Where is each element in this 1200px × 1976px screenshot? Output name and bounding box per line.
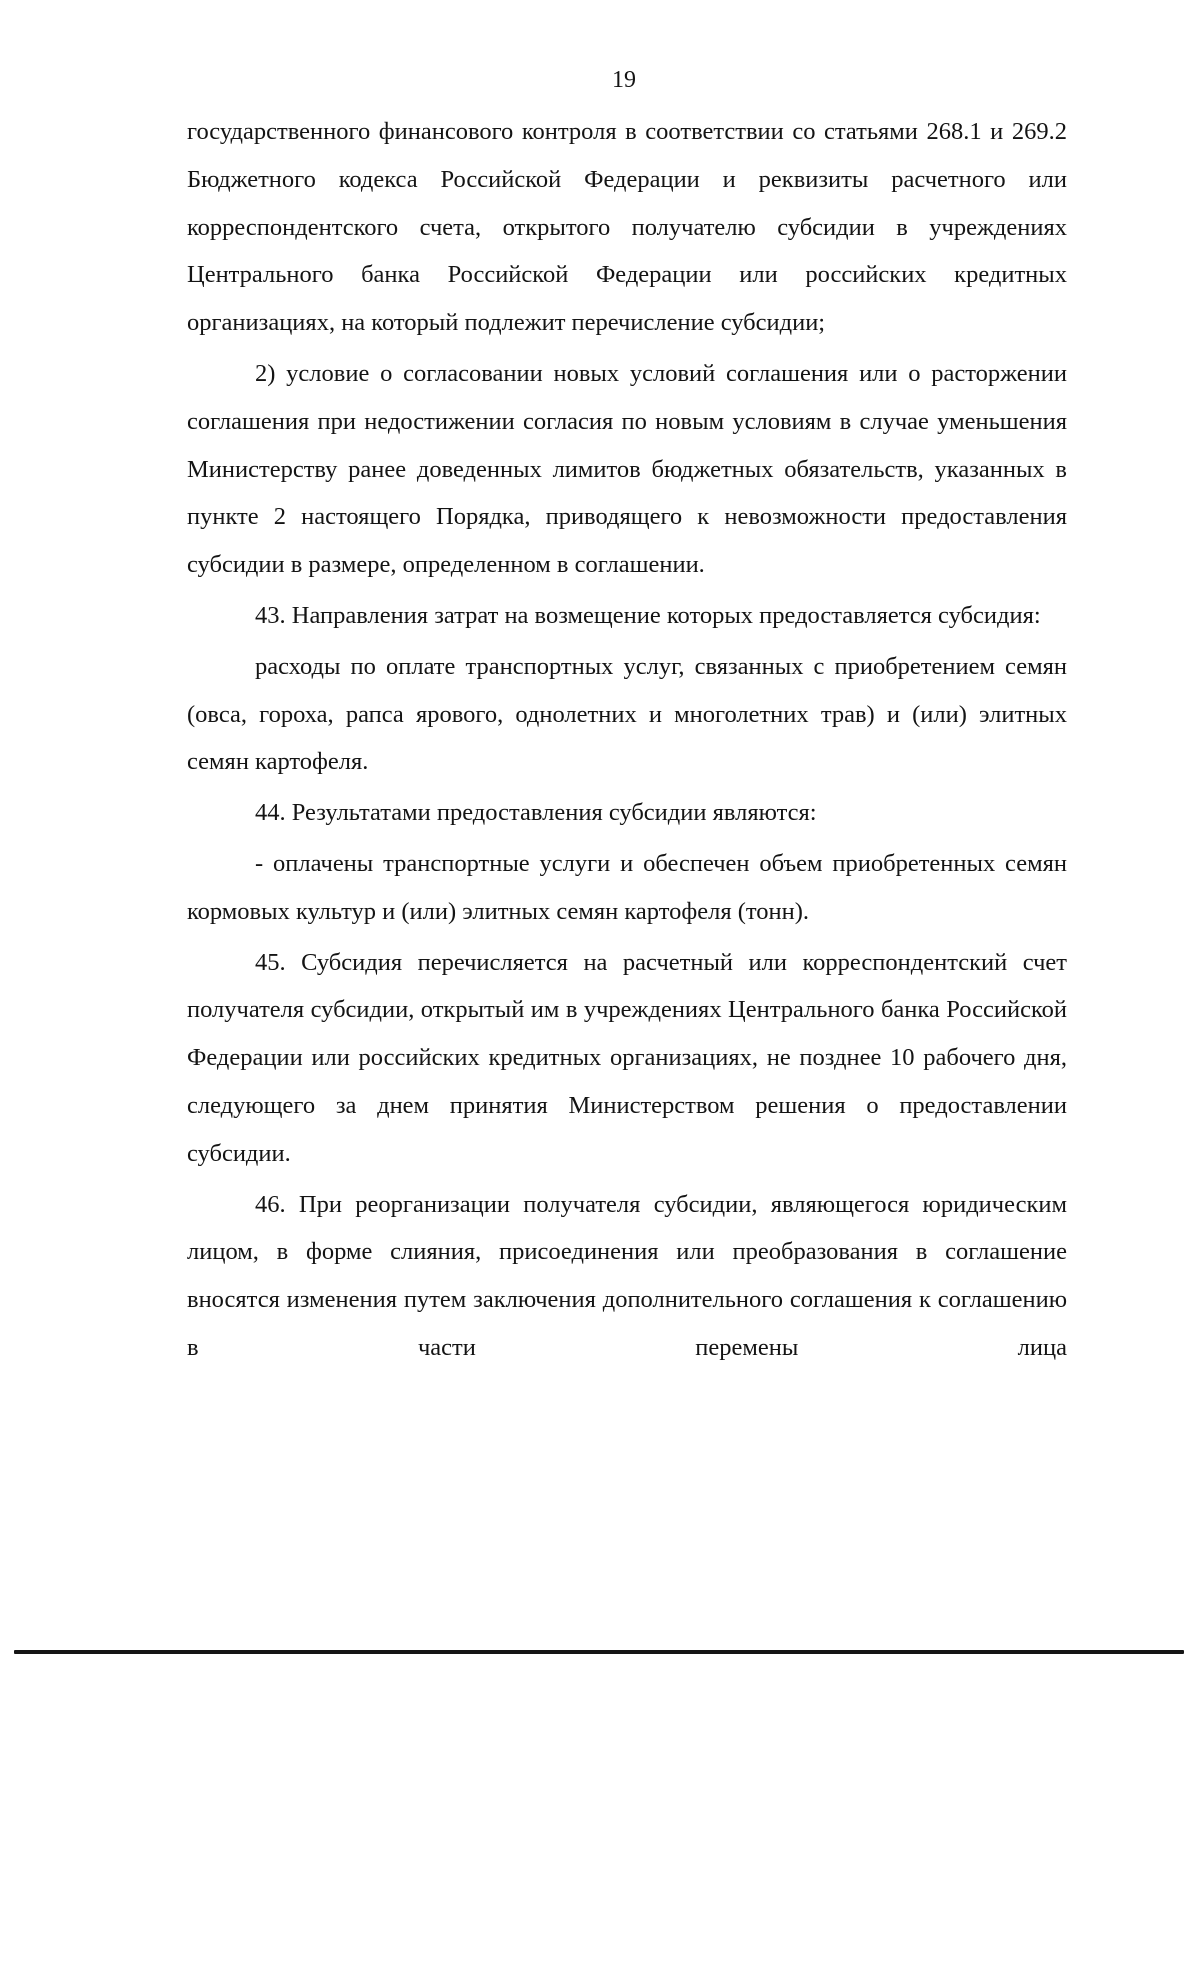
paragraph-results-item: - оплачены транспортные услуги и обеспечен объем приобретенных семян кормовых культур и (или) элитных семян картофеля (тонн).	[187, 849, 1067, 925]
paragraph-transport-expenses: расходы по оплате транспортных услуг, связанных с приобретением семян (овса, гороха, рапса ярового, однолетних и многолетних трав) и (или) элитных семян картофеля.	[187, 652, 1067, 776]
paragraph-43-expense-directions: 43. Направления затрат на возмещение которых предоставляется субсидия:	[255, 601, 1041, 629]
paragraph-45-transfer: 45. Субсидия перечисляется на расчетный или корреспондентский счет получателя субсидии, открытый им в учреждениях Центрального банка Российской Федерации или российских кредитных организациях, не позднее 10 рабочего дня, следующего за днем принятия Министерством решения о предоставлении субсидии.	[187, 948, 1067, 1167]
paragraph-agreement-condition: 2) условие о согласовании новых условий соглашения или о расторжении соглашения при недостижении согласия по новым условиям в случае уменьшения Министерству ранее доведенных лимитов бюджетных обязательств, указанных в пункте 2 настоящего Порядка, приводящего к невозможности предоставления субсидии в размере, определенном в соглашении.	[187, 359, 1067, 579]
bottom-rule	[14, 1650, 1184, 1654]
page-number: 19	[612, 67, 636, 93]
paragraph-44-results: 44. Результатами предоставления субсидии являются:	[255, 799, 817, 827]
paragraph-budget-control-details: государственного финансового контроля в соответствии со статьями 268.1 и 269.2 Бюджетного кодекса Российской Федерации и реквизиты расчетного или корреспондентского счета, открытого получателю субсидии в учреждениях Центрального банка Российской Федерации или российских кредитных организациях, на который подлежит перечисление субсидии;	[187, 118, 1067, 337]
document-body	[187, 108, 1067, 1372]
paragraph-46-reorganization: 46. При реорганизации получателя субсидии, являющегося юридическим лицом, в форме слияния, присоединения или преобразования в соглашение вносятся изменения путем заключения дополнительного соглашения к соглашению в части перемены лица	[187, 1190, 1067, 1361]
